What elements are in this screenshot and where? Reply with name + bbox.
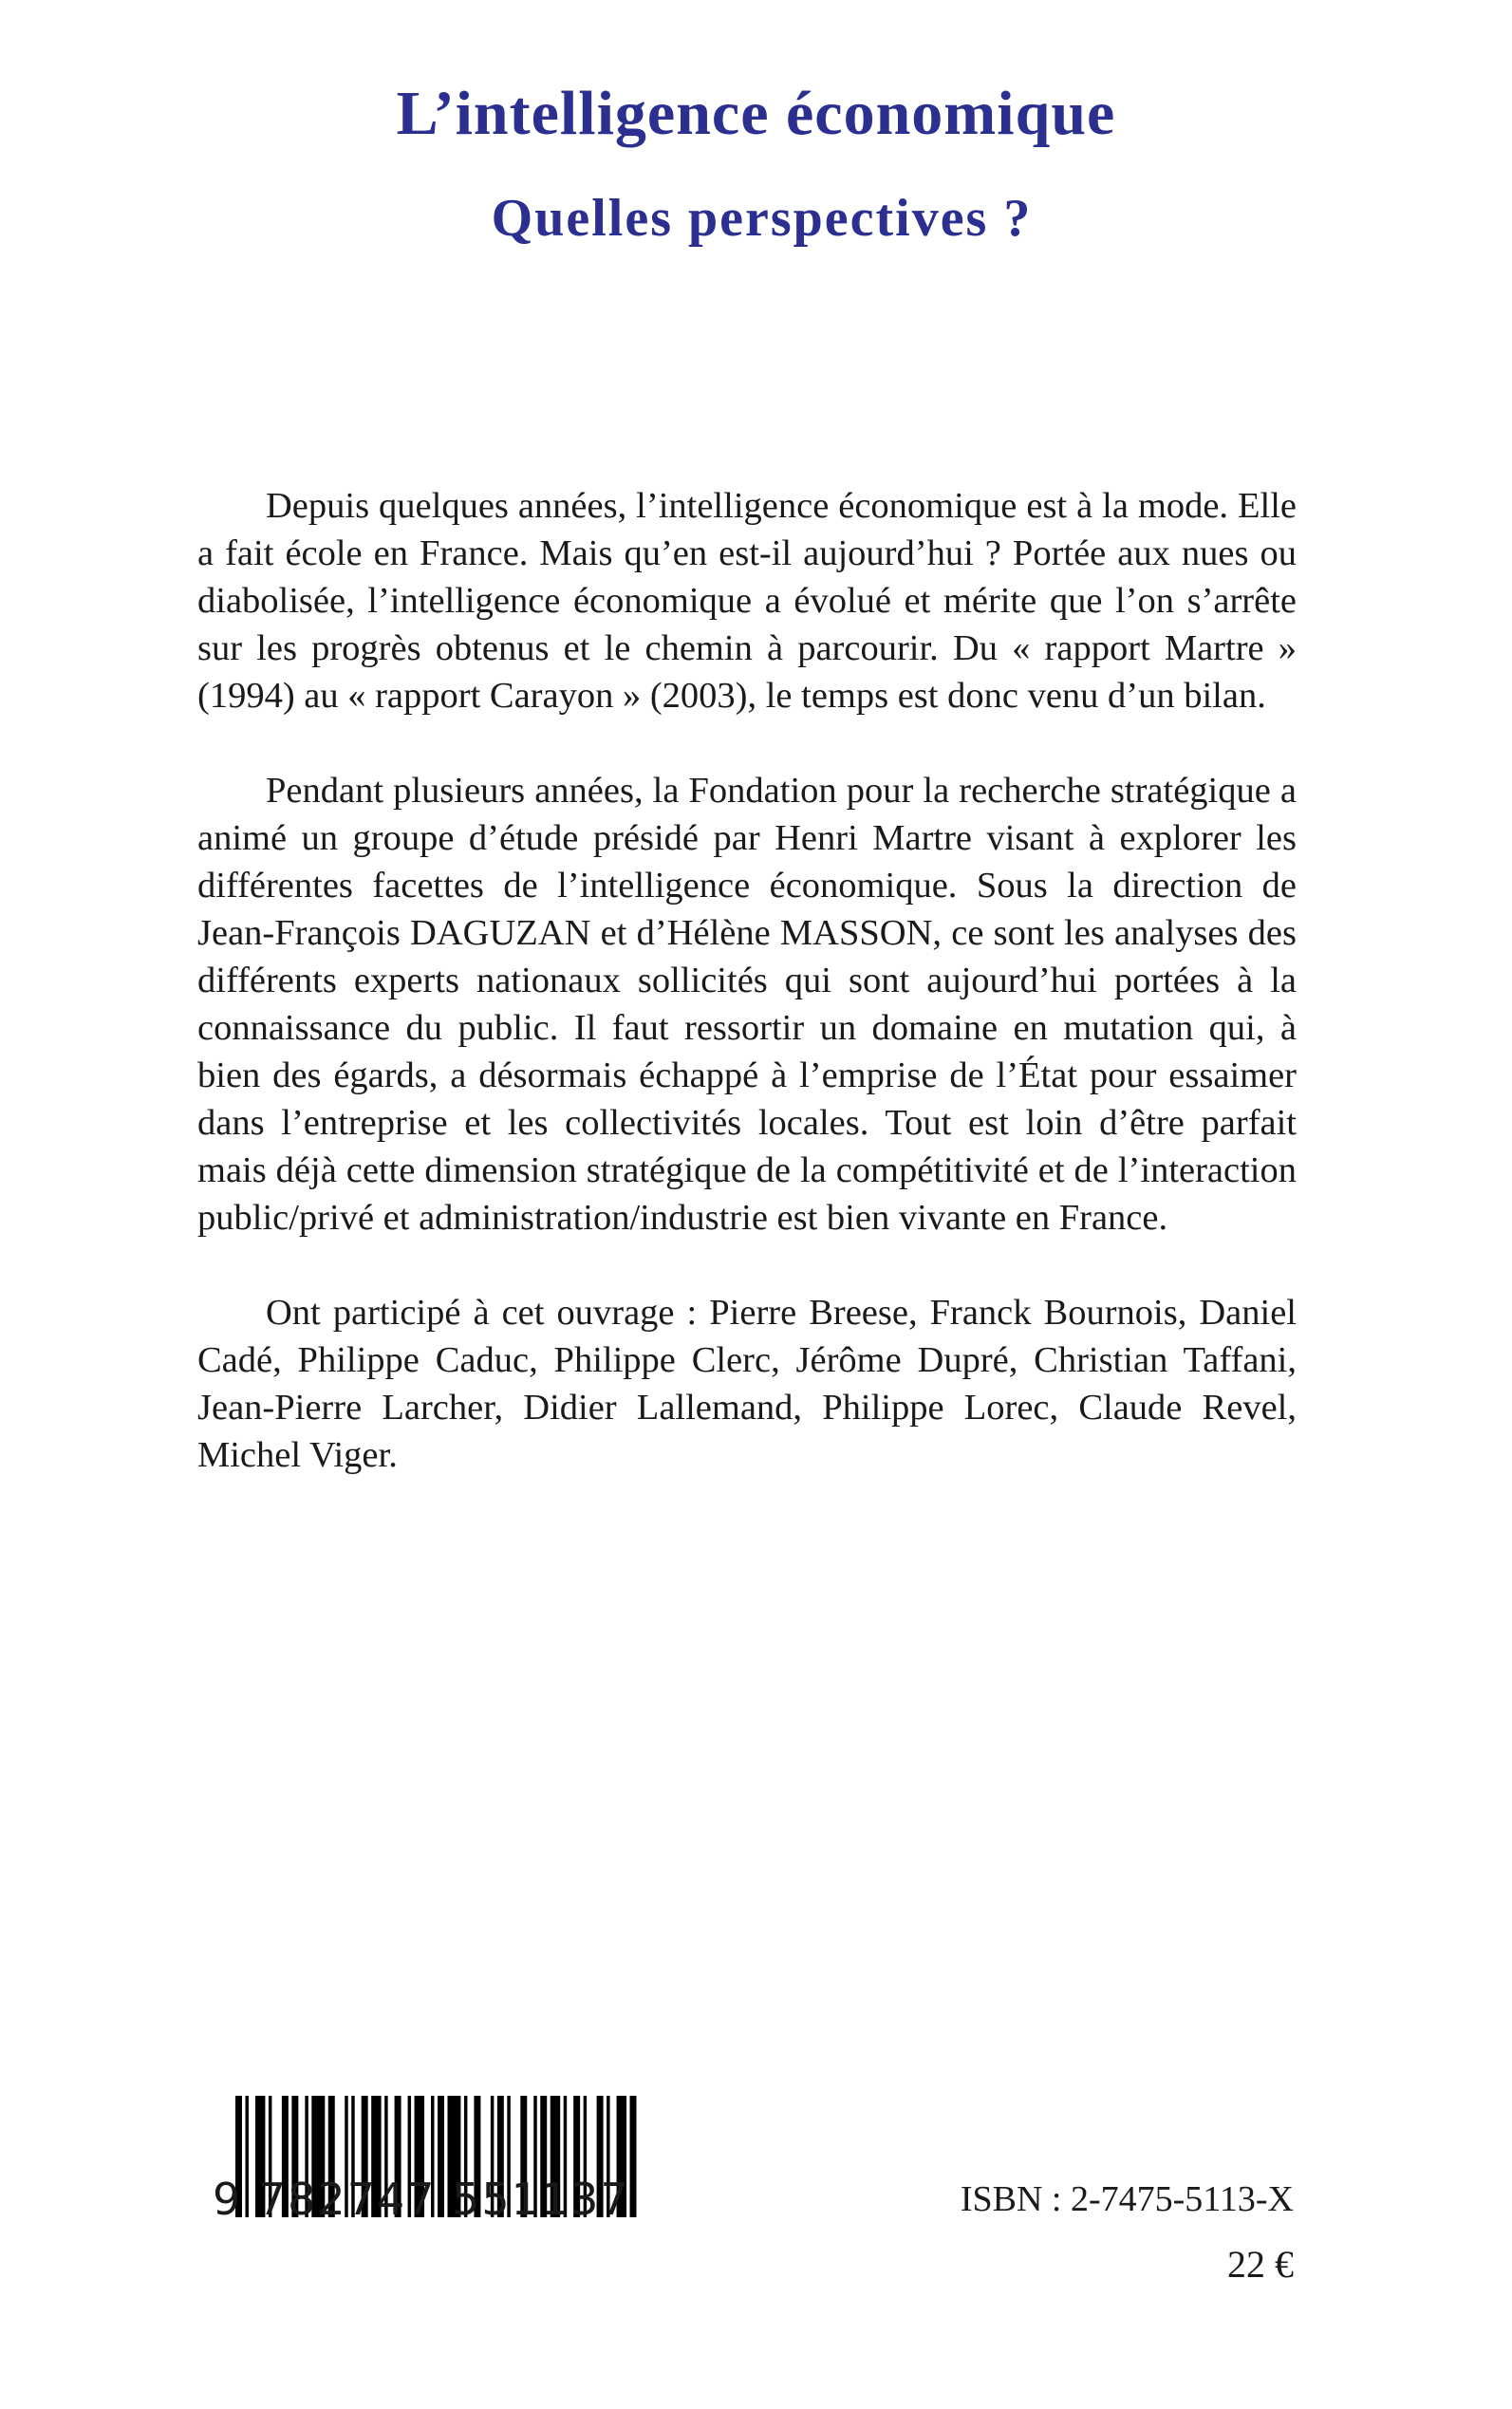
isbn: ISBN : 2-7475-5113-X — [960, 2179, 1294, 2219]
paragraph-description: Pendant plusieurs années, la Fondation pour la recherche stratégique a animé un groupe d’étude présidé par Henri Martre visant à explorer les différentes facettes de l’intelligence économique. Sous la direction de Jean-François DAGUZAN et d’Hélène MASSON, ce sont les analyses des différents experts nationaux sollicités qui sont aujourd’hui portées à la connaissance du public. Il faut ressortir un domaine en mutation qui, à bien des égards, a désormais échappé à l’emprise de l’État pour essaimer dans l’entreprise et les collectivités locales. Tout est loin d’être parfait mais déjà cette dimension stratégique de la compétitivité et de l’interaction public/privé et administration/industrie est bien vivante en France. — [197, 771, 1297, 1238]
book-subtitle: Quelles perspectives ? — [491, 189, 1033, 248]
book-title: L’intelligence économique — [396, 79, 1116, 148]
price: 22 € — [1227, 2243, 1294, 2286]
back-cover-text — [197, 482, 1297, 1526]
paragraph-intro: Depuis quelques années, l’intelligence économique est à la mode. Elle a fait école en France. Mais qu’en est-il aujourd’hui ? Portée aux nues ou diabolisée, l’intelligence économique a évolué et mérite que l’on s’arrête sur les progrès obtenus et le chemin à parcourir. Du « rapport Martre » (1994) au « rapport Carayon » (2003), le temps est donc venu d’un bilan. — [197, 486, 1297, 716]
paragraph-contributors: Ont participé à cet ouvrage : Pierre Breese, Franck Bournois, Daniel Cadé, Philippe Caduc, Philippe Clerc, Jérôme Dupré, Christian Taffani, Jean-Pierre Larcher, Didier Lallemand, Philippe Lorec, Claude Revel, Michel Viger. — [197, 1293, 1297, 1475]
barcode-digits: 9 782747 551137 — [213, 2174, 630, 2225]
